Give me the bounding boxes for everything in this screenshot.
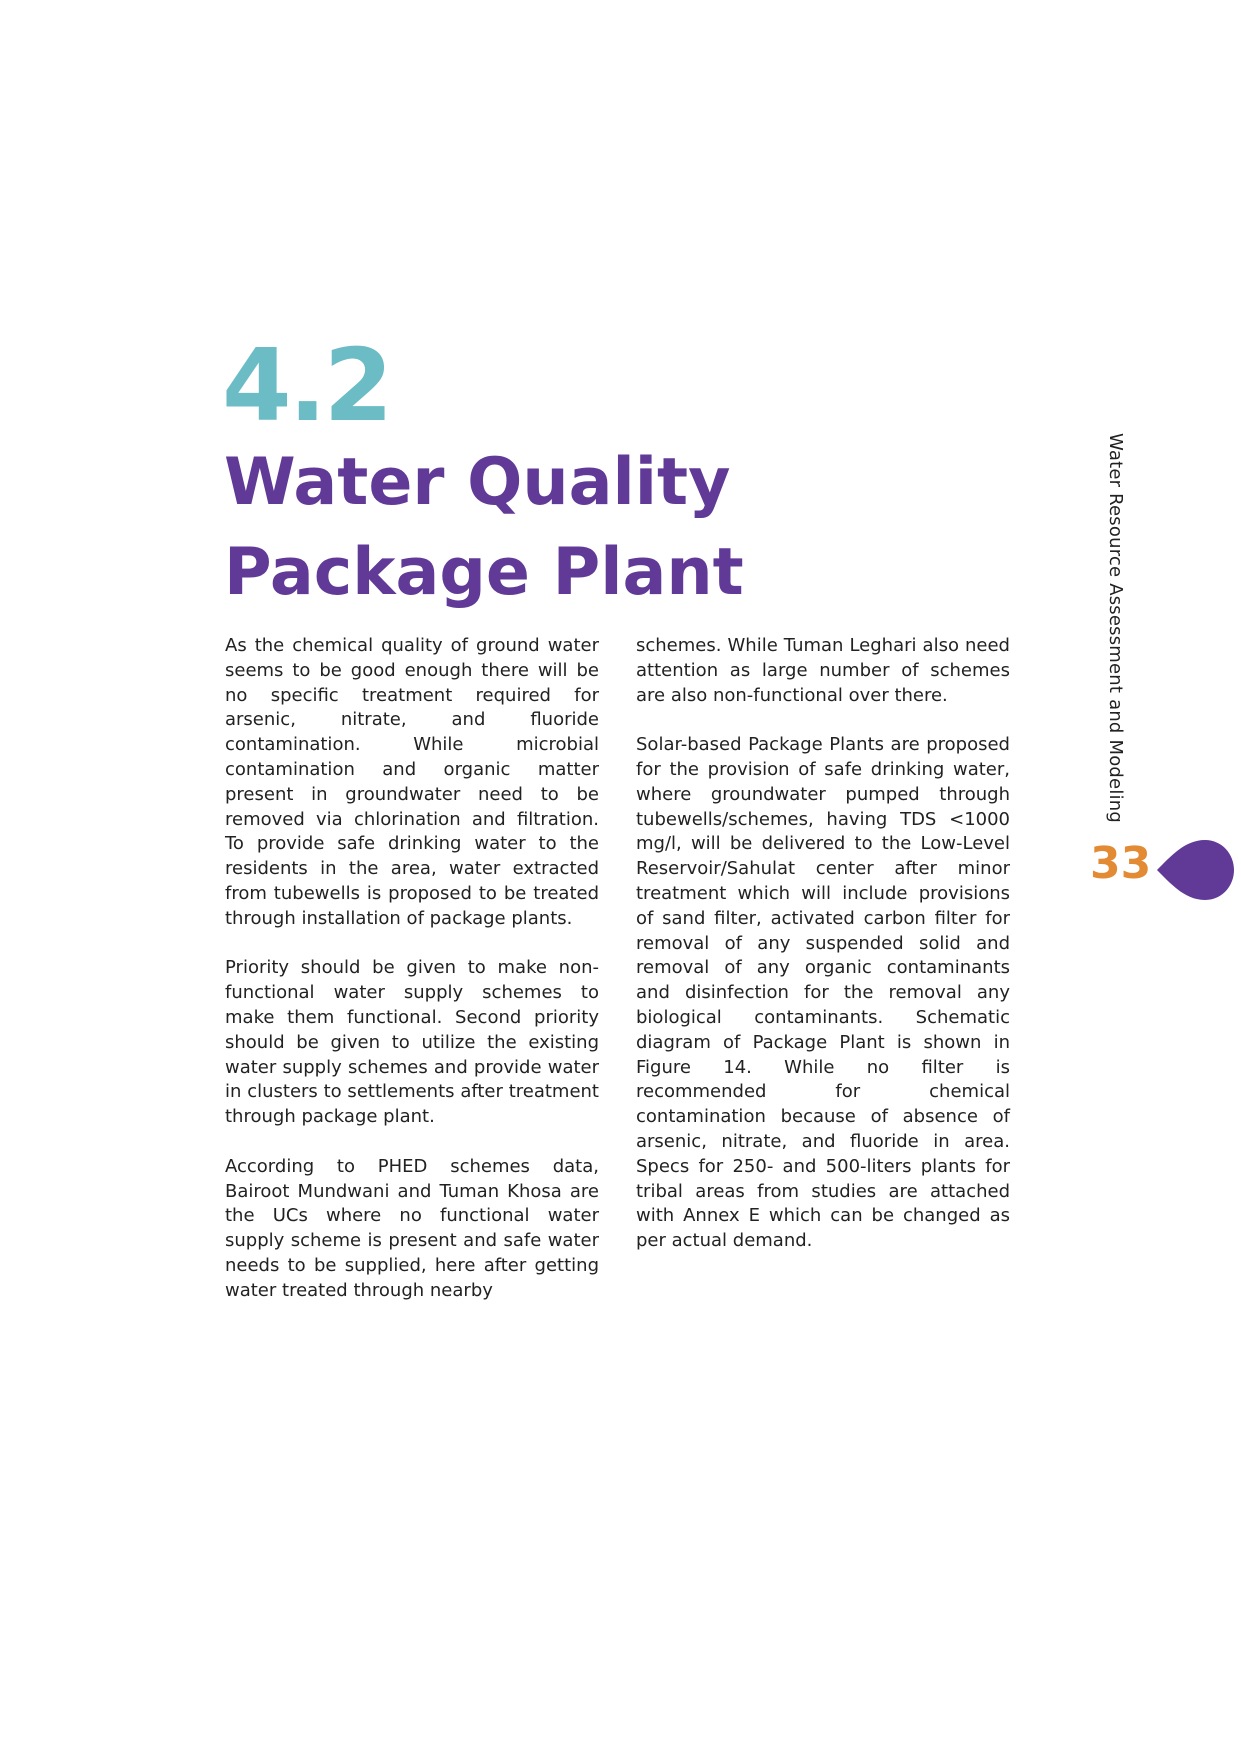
paragraph: schemes. While Tuman Leghari also need attention as large number of schemes are also non-functional over there. bbox=[636, 635, 1010, 706]
body-column-right bbox=[636, 634, 1010, 1279]
section-title-line-2: Package Plant bbox=[224, 535, 744, 610]
body-column-left bbox=[225, 634, 599, 1328]
paragraph: As the chemical quality of ground water seems to be good enough there will be no specific treatment required for arsenic, nitrate, and fluoride contamination. While microbial contamination and organic matter present in groundwater need to be removed via chlorination and filtration. To provide safe drinking water to the residents in the area, water extracted from tubewells is proposed to be treated through installation of package plants. bbox=[225, 635, 599, 929]
section-title bbox=[224, 438, 924, 618]
paragraph: According to PHED schemes data, Bairoot Mundwani and Tuman Khosa are the UCs where no functional water supply scheme is present and safe water needs to be supplied, here after getting water treated through nearby bbox=[225, 1155, 599, 1301]
paragraph: Priority should be given to make non-functional water supply schemes to make them functional. Second priority should be given to utilize the existing water supply schemes and provide water in clusters to settlements after treatment through package plant. bbox=[225, 957, 599, 1128]
section-number: 4.2 bbox=[222, 327, 391, 444]
section-title-line-1: Water Quality bbox=[224, 445, 731, 520]
water-drop-shape bbox=[1157, 840, 1234, 900]
water-drop-icon bbox=[1155, 838, 1235, 902]
paragraph: Solar-based Package Plants are proposed for the provision of safe drinking water, where groundwater pumped through tubewells/schemes, having TDS <1000 mg/l, will be delivered to the Low-Level Reservoir/Sahulat center after minor treatment which will include provisions of sand filter, activated carbon filter for removal of any suspended solid and removal of any organic contaminants and disinfection for the removal any biological contaminants. Schematic diagram of Package Plant is shown in Figure 14. While no filter is recommended for chemical contamination because of absence of arsenic, nitrate, and fluoride in area. Specs for 250- and 500-liters plants for tribal areas from studies are attached with Annex E which can be changed as per actual demand. bbox=[636, 734, 1010, 1252]
page-number: 33 bbox=[1090, 838, 1152, 889]
running-title: Water Resource Assessment and Modeling bbox=[1105, 433, 1126, 823]
